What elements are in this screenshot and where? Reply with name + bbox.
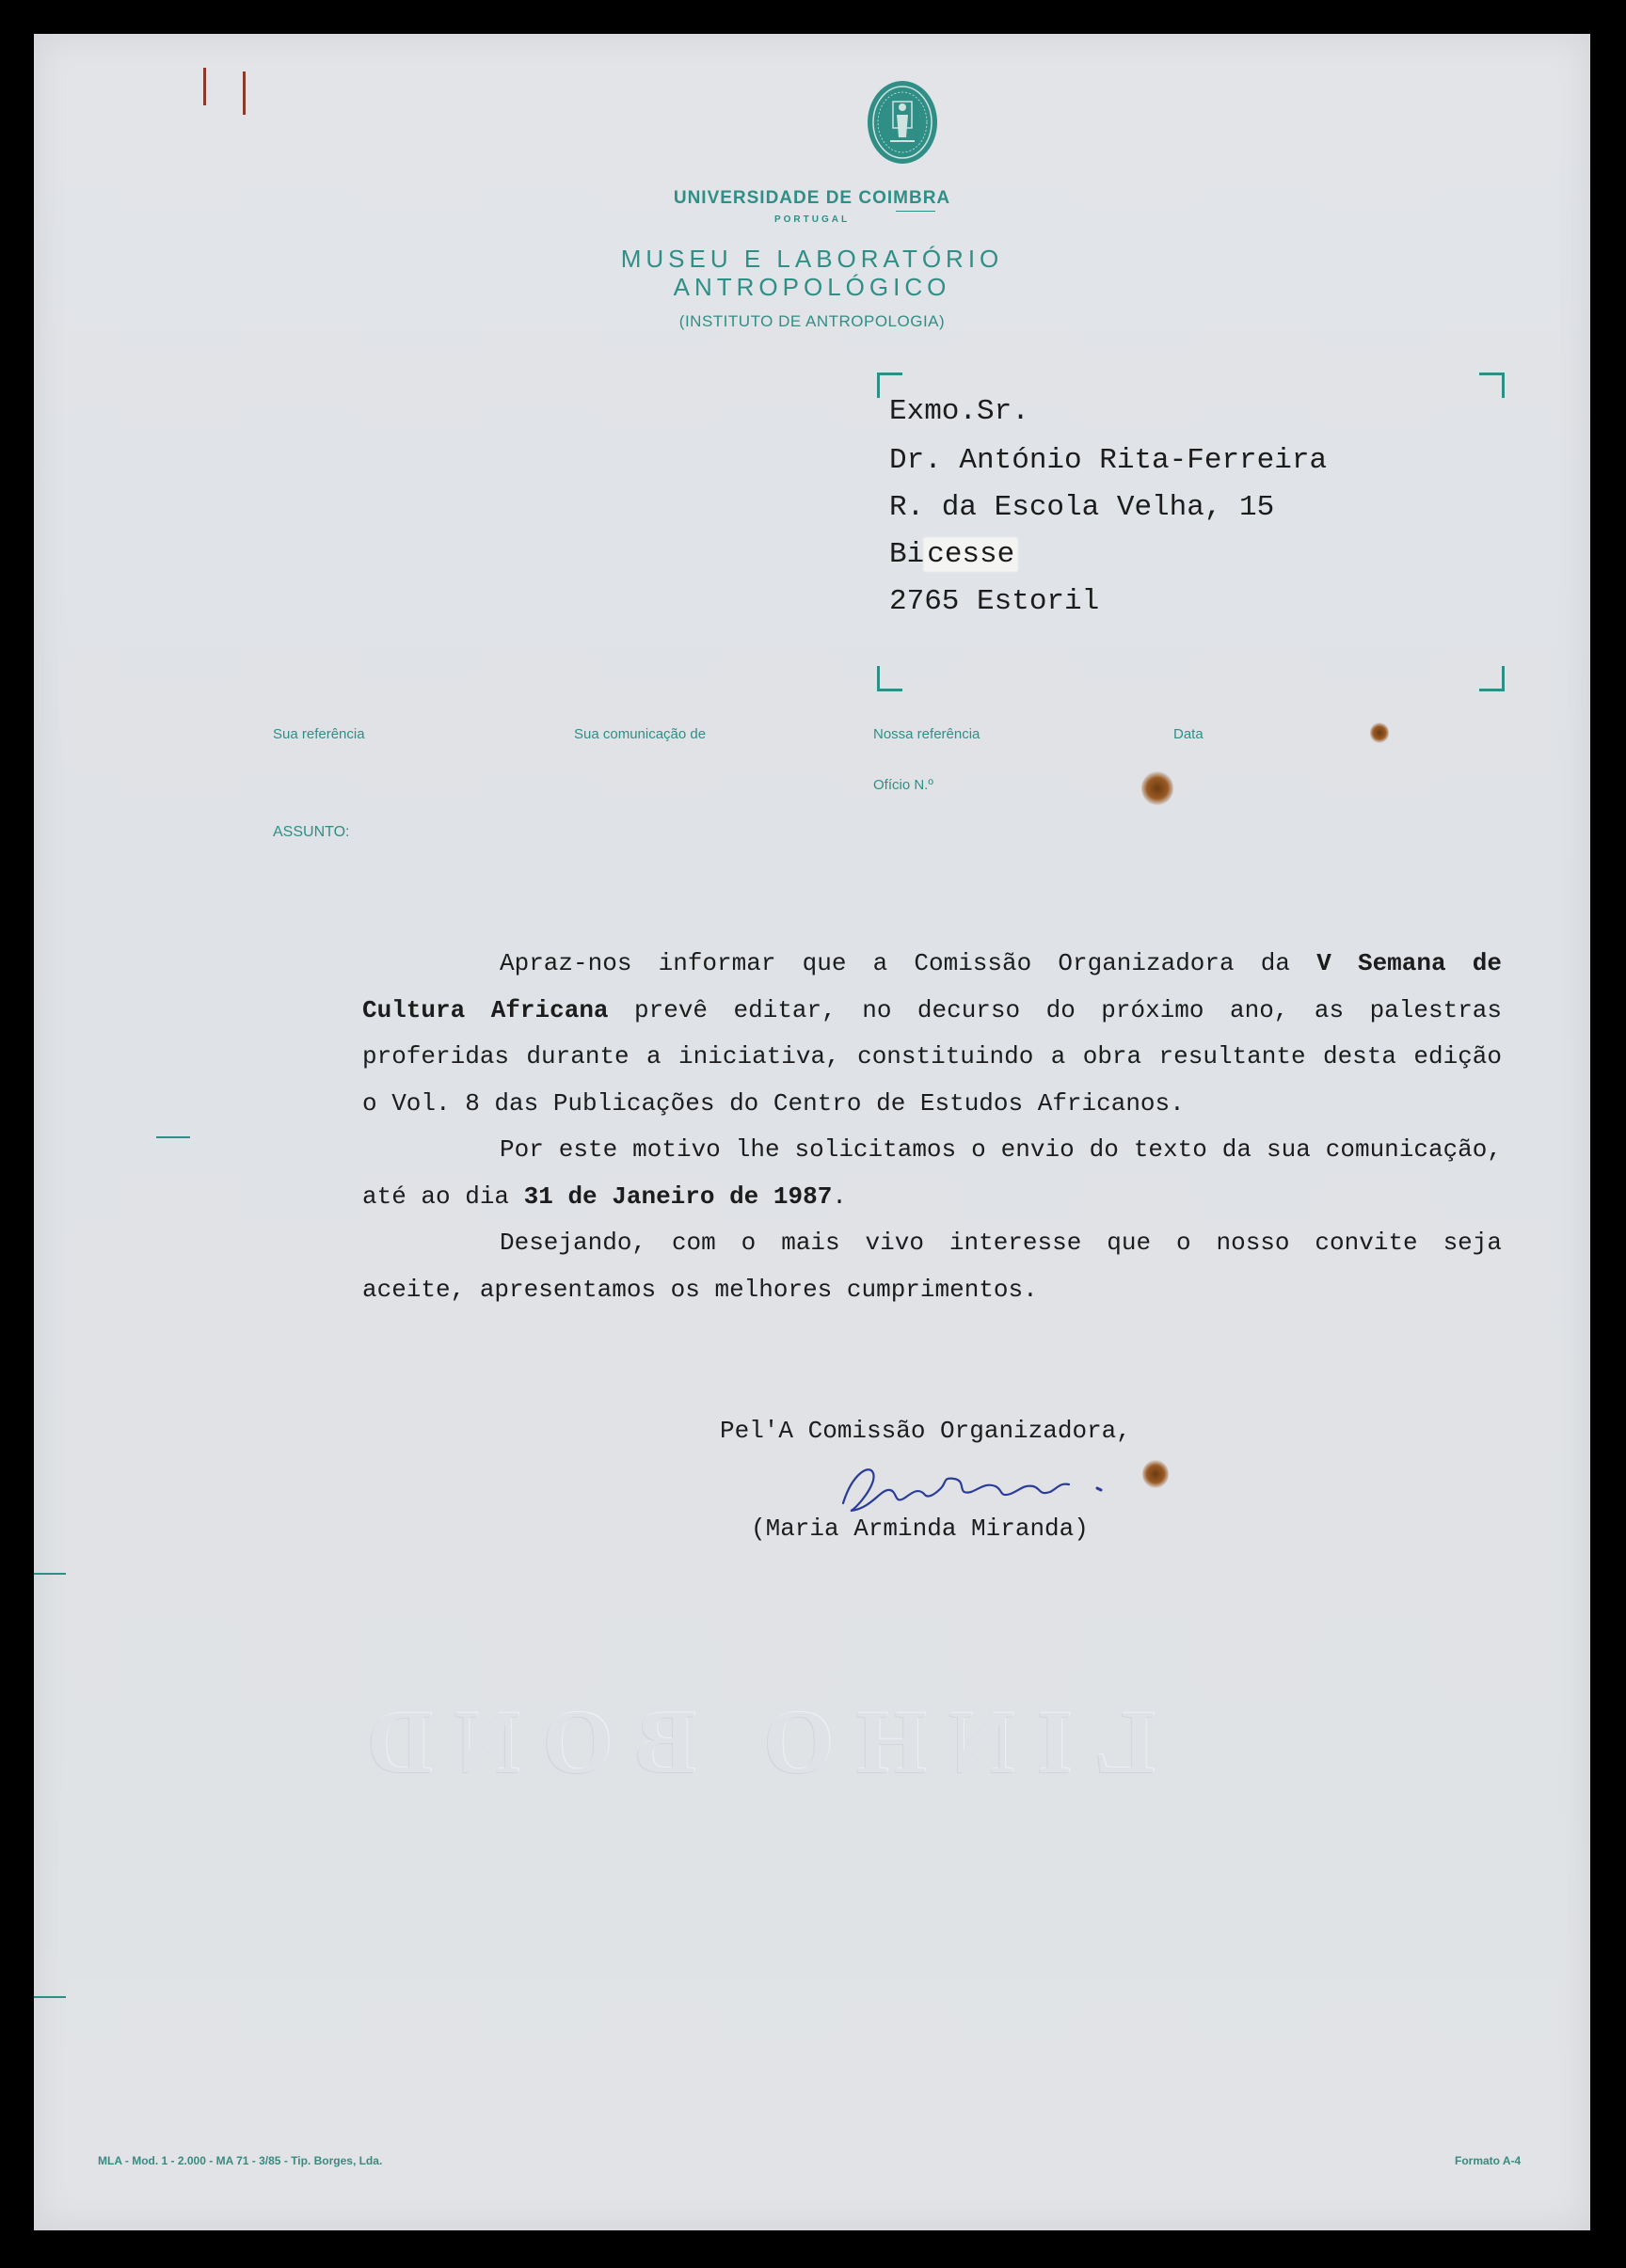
paragraph-2: [362, 1127, 1502, 1220]
field-nossa-referencia: Nossa referência: [873, 726, 980, 742]
country-name: PORTUGAL: [773, 214, 851, 225]
address-corner-top-left: [877, 373, 902, 398]
address-line-2: Dr. António Rita-Ferreira: [889, 444, 1328, 477]
staple-mark: [203, 68, 206, 105]
field-assunto: ASSUNTO:: [273, 824, 350, 840]
address-line-5: 2765 Estoril: [889, 585, 1100, 618]
paragraph-3: Desejando, com o mais vivo interesse que o nosso convite seja aceite, apresentamos os melhores cumprimentos.: [362, 1229, 1502, 1304]
museum-name-line2: ANTROPOLÓGICO: [673, 273, 951, 301]
address-line-1: Exmo.Sr.: [889, 395, 1029, 428]
signatory-name: (Maria Arminda Miranda): [751, 1515, 1089, 1543]
p2-text-end: .: [832, 1182, 847, 1211]
paper-watermark: LINHO BOND: [344, 1691, 1156, 1792]
address-line-4-prefix: Bi: [889, 538, 925, 571]
fold-mark-middle: [156, 1136, 190, 1138]
address-corner-bottom-left: [877, 666, 902, 691]
field-sua-referencia: Sua referência: [273, 726, 365, 742]
university-name: UNIVERSIDADE DE COIMBRA: [673, 188, 951, 208]
p1-text-start: Apraz-nos informar que a Comissão Organizadora da: [500, 949, 1317, 977]
p2-bold-date: 31 de Janeiro de 1987: [523, 1182, 833, 1211]
footer-format: Formato A-4: [1455, 2154, 1522, 2167]
field-sua-comunicacao: Sua comunicação de: [574, 726, 707, 742]
letter-body: [362, 941, 1502, 1313]
paragraph-1: [362, 941, 1502, 1127]
footer-print-info: MLA - Mod. 1 - 2.000 - MA 71 - 3/85 - Tip. Borges, Lda.: [98, 2154, 383, 2167]
handwritten-signature-icon: [815, 1454, 1125, 1520]
p2-text-start: Por este motivo lhe solicitamos o envio do texto da sua comunicação, até ao dia: [362, 1135, 1502, 1211]
university-seal-icon: [866, 79, 939, 166]
country-rule: [896, 211, 935, 212]
staple-mark: [243, 71, 246, 115]
stain-spot: [1141, 771, 1173, 805]
address-corner-top-right: [1479, 373, 1505, 398]
address-corner-bottom-right: [1479, 666, 1505, 691]
p1-bold-event: V Semana de Cultura Africana: [362, 949, 1502, 1024]
stain-spot: [1142, 1460, 1169, 1488]
museum-name-line1: MUSEU E LABORATÓRIO: [620, 245, 1004, 273]
fold-mark-bottom: [34, 1996, 66, 1998]
field-oficio: Ofício N.º: [873, 777, 933, 793]
address-line-3: R. da Escola Velha, 15: [889, 491, 1275, 524]
fold-mark-lower: [34, 1573, 66, 1575]
p1-text-end: prevê editar, no decurso do próximo ano, as palestras proferidas durante a iniciativa, constituindo a obra resultante desta edição o Vol. 8 das Publicações do Centro de Estudos Africanos.: [362, 995, 1502, 1118]
letter-paper: [34, 34, 1590, 2230]
address-line-4-correction: cesse: [924, 538, 1017, 571]
stain-spot: [1370, 722, 1389, 743]
closing-salutation: Pel'A Comissão Organizadora,: [720, 1417, 1131, 1445]
address-line-4: [889, 538, 1017, 571]
institute-name: (INSTITUTO DE ANTROPOLOGIA): [678, 312, 946, 330]
field-data: Data: [1173, 726, 1204, 742]
